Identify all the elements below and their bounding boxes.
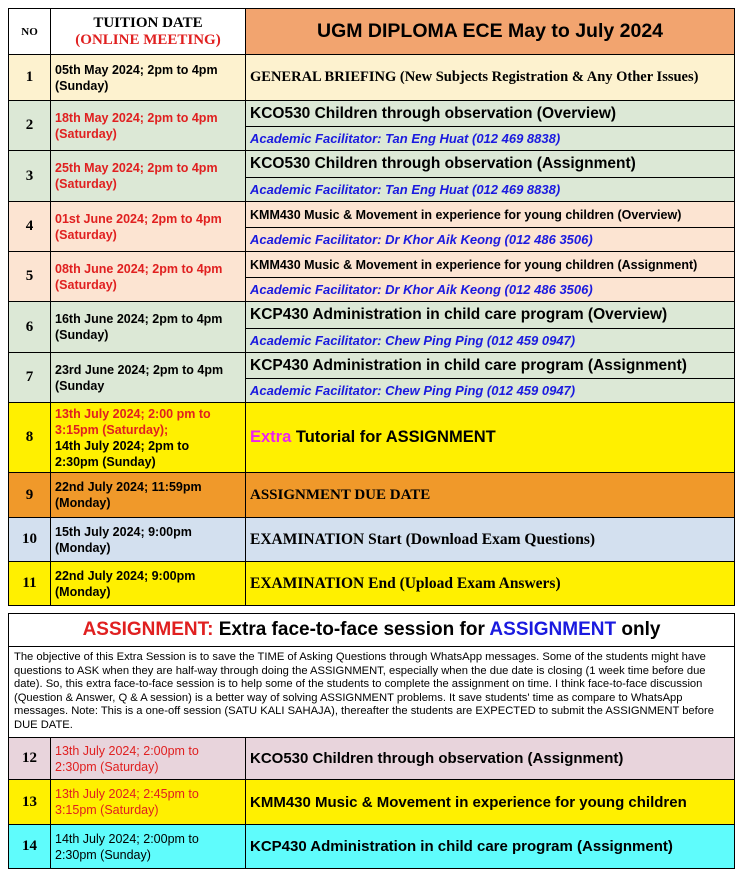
- table-row: [9, 252, 735, 278]
- table-row: [9, 101, 735, 127]
- row-date: [51, 151, 246, 202]
- date-line: 2:30pm (Saturday): [55, 759, 159, 774]
- row-facilitator: Academic Facilitator: Dr Khor Aik Keong (012 486 3506): [246, 278, 735, 302]
- row-number: 1: [9, 55, 51, 101]
- row-date: [51, 825, 246, 869]
- table-row: [9, 403, 735, 473]
- header-no: NO: [9, 9, 51, 55]
- row-facilitator: Academic Facilitator: Tan Eng Huat (012 469 8838): [246, 127, 735, 151]
- row-number: 11: [9, 562, 51, 606]
- date-line: (Saturday): [55, 126, 117, 141]
- date-line: 13th July 2024; 2:00pm to: [55, 743, 199, 758]
- date-line: (Sunday: [55, 378, 105, 393]
- title-part: only: [616, 619, 661, 640]
- assignment-table: [8, 613, 735, 869]
- date-line: 3:15pm (Saturday);: [55, 422, 169, 437]
- row-date: [51, 202, 246, 252]
- row-facilitator: Academic Facilitator: Chew Ping Ping (012 459 0947): [246, 379, 735, 403]
- row-number: 13: [9, 780, 51, 825]
- subject-text: Tutorial for ASSIGNMENT: [295, 428, 496, 446]
- row-number: 14: [9, 825, 51, 869]
- row-subject: EXAMINATION Start (Download Exam Questions): [246, 518, 735, 562]
- row-date: [51, 518, 246, 562]
- date-line: (Monday): [55, 540, 111, 555]
- row-facilitator: Academic Facilitator: Dr Khor Aik Keong (012 486 3506): [246, 228, 735, 252]
- table-row: [9, 473, 735, 518]
- row-number: 12: [9, 738, 51, 780]
- row-date: [51, 252, 246, 302]
- row-number: 9: [9, 473, 51, 518]
- row-date: [51, 780, 246, 825]
- assignment-title-row: [9, 614, 735, 647]
- header-date-line1: TUITION DATE: [93, 14, 203, 31]
- row-subject: KCO530 Children through observation (Overview): [246, 101, 735, 127]
- table-row: [9, 55, 735, 101]
- table-row: [9, 738, 735, 780]
- schedule-table: [8, 8, 735, 606]
- row-number: 4: [9, 202, 51, 252]
- header-date: [51, 9, 246, 55]
- row-date: [51, 738, 246, 780]
- row-facilitator: Academic Facilitator: Tan Eng Huat (012 469 8838): [246, 178, 735, 202]
- row-number: 5: [9, 252, 51, 302]
- row-subject: KCO530 Children through observation (Assignment): [246, 738, 735, 780]
- title-part: ASSIGNMENT: [489, 619, 617, 640]
- table-row: [9, 562, 735, 606]
- date-line: 05th May 2024; 2pm to 4pm: [55, 62, 218, 77]
- row-date: [51, 302, 246, 353]
- date-line: 2:30pm (Sunday): [55, 454, 156, 469]
- title-part: ASSIGNMENT:: [82, 619, 214, 640]
- row-date: [51, 473, 246, 518]
- row-subject: KCP430 Administration in child care program (Overview): [246, 302, 735, 329]
- row-facilitator: Academic Facilitator: Chew Ping Ping (012 459 0947): [246, 329, 735, 353]
- date-line: 08th June 2024; 2pm to 4pm: [55, 261, 223, 276]
- row-subject: KCP430 Administration in child care program (Assignment): [246, 353, 735, 379]
- row-subject: KCO530 Children through observation (Assignment): [246, 151, 735, 178]
- row-date: [51, 353, 246, 403]
- row-date: [51, 55, 246, 101]
- date-line: 14th July 2024; 2pm to: [55, 438, 190, 453]
- date-line: 2:30pm (Sunday): [55, 847, 151, 862]
- row-date: [51, 101, 246, 151]
- date-line: 13th July 2024; 2:45pm to: [55, 787, 199, 801]
- date-line: (Saturday): [55, 177, 117, 191]
- table-row: [9, 780, 735, 825]
- table-row: [9, 202, 735, 228]
- header-row: [9, 9, 735, 55]
- row-number: 3: [9, 151, 51, 202]
- row-date: [51, 403, 246, 473]
- date-line: (Monday): [55, 584, 111, 599]
- schedule-sheet: [8, 8, 734, 869]
- date-line: 3:15pm (Saturday): [55, 803, 159, 817]
- date-line: 25th May 2024; 2pm to 4pm: [55, 161, 218, 175]
- row-subject: KMM430 Music & Movement in experience for young children (Overview): [246, 202, 735, 228]
- assignment-paragraph: The objective of this Extra Session is to save the TIME of Asking Questions through WhatsApp messages. Some of the students might have questions to ASK when they are half-way through doing the ASSIGNMENT, especially when the due date is closing (1 week time before due date). So, this extra face-to-face session is to help some of the students to complete the assignment on time. I think face-to-face discussion (Question & Answer, Q & A session) is a better way of solving ASSIGNMENT problems. It save students' time as compare to WhatsApp messages. Note: This is a one-off session (SATU KALI SAHAJA), thereafter the students are EXPECTED to submit the ASSIGNMENT before DUE DATE.: [9, 647, 735, 738]
- date-line: (Saturday): [55, 227, 117, 242]
- table-row: [9, 151, 735, 178]
- page-title: UGM DIPLOMA ECE May to July 2024: [246, 9, 735, 55]
- row-date: [51, 562, 246, 606]
- table-row: [9, 353, 735, 379]
- row-subject: ASSIGNMENT DUE DATE: [246, 473, 735, 518]
- assignment-title: [9, 614, 735, 647]
- row-number: 6: [9, 302, 51, 353]
- date-line: 13th July 2024; 2:00 pm to: [55, 406, 211, 421]
- row-subject: GENERAL BRIEFING (New Subjects Registration & Any Other Issues): [246, 55, 735, 101]
- table-row: [9, 518, 735, 562]
- date-line: (Monday): [55, 496, 111, 510]
- row-number: 7: [9, 353, 51, 403]
- date-line: (Sunday): [55, 78, 109, 93]
- assignment-paragraph-row: [9, 647, 735, 738]
- row-subject: KCP430 Administration in child care program (Assignment): [246, 825, 735, 869]
- extra-label: Extra: [250, 428, 292, 446]
- row-subject: EXAMINATION End (Upload Exam Answers): [246, 562, 735, 606]
- date-line: 18th May 2024; 2pm to 4pm: [55, 110, 218, 125]
- header-date-line2: (ONLINE MEETING): [75, 31, 221, 48]
- date-line: 23rd June 2024; 2pm to 4pm: [55, 362, 224, 377]
- date-line: 22nd July 2024; 9:00pm: [55, 568, 196, 583]
- row-subject: KMM430 Music & Movement in experience for young children (Assignment): [246, 252, 735, 278]
- date-line: 15th July 2024; 9:00pm: [55, 524, 192, 539]
- date-line: (Sunday): [55, 328, 109, 342]
- row-number: 8: [9, 403, 51, 473]
- date-line: 16th June 2024; 2pm to 4pm: [55, 312, 223, 326]
- table-row: [9, 302, 735, 329]
- date-line: 01st June 2024; 2pm to 4pm: [55, 211, 222, 226]
- row-number: 10: [9, 518, 51, 562]
- row-subject: [246, 403, 735, 473]
- title-part: Extra face-to-face session for: [213, 619, 490, 640]
- row-number: 2: [9, 101, 51, 151]
- date-line: 22nd July 2024; 11:59pm: [55, 480, 202, 494]
- date-line: (Saturday): [55, 277, 117, 292]
- date-line: 14th July 2024; 2:00pm to: [55, 831, 199, 846]
- row-subject: KMM430 Music & Movement in experience for young children: [246, 780, 735, 825]
- table-row: [9, 825, 735, 869]
